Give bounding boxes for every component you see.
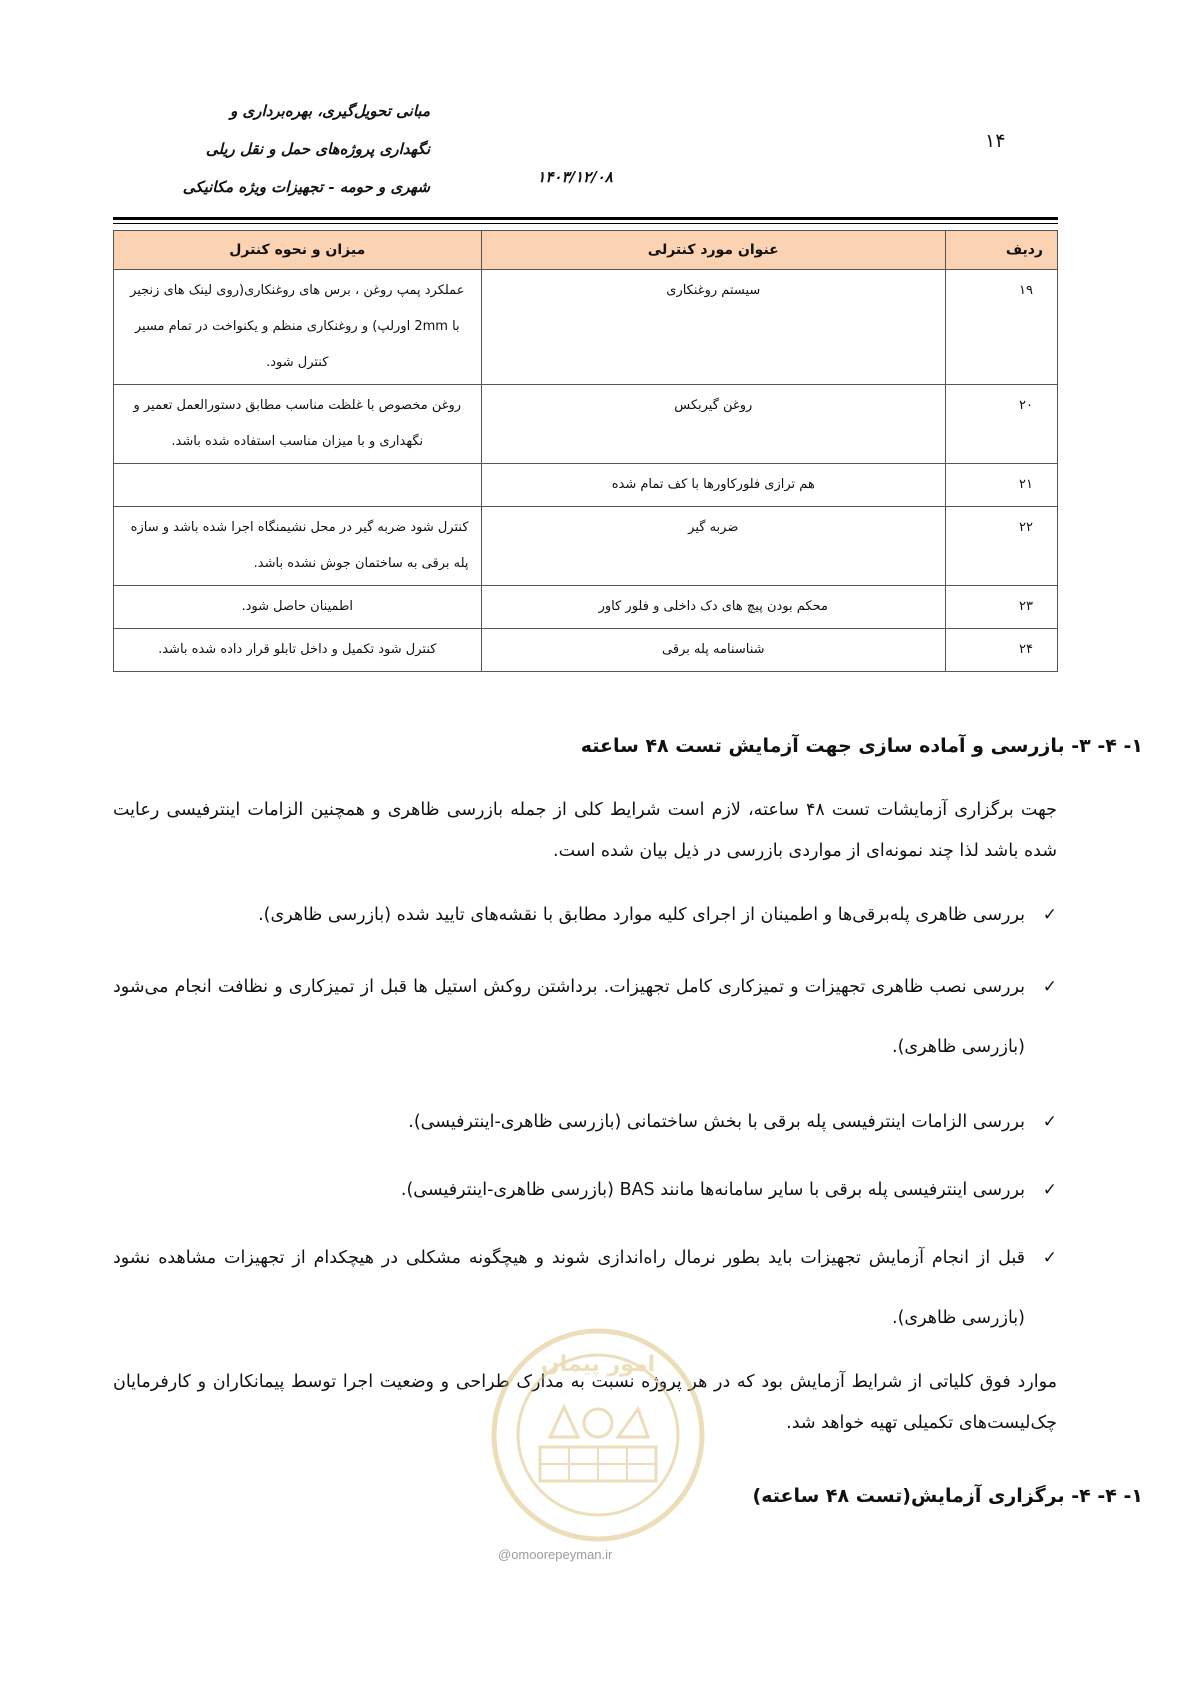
document-title-line-3: شهری و حومه - تجهیزات ویژه مکانیکی <box>182 178 430 196</box>
row-number: ۲۴ <box>946 629 1058 672</box>
checkmark-icon: ✓ <box>1042 905 1057 925</box>
table-row <box>114 464 1058 507</box>
list-item <box>113 957 1057 1077</box>
row-control: روغن مخصوص با غلظت مناسب مطابق دستورالعمل تعمیر و نگهداری و با میزان مناسب استفاده شده باشد. <box>114 385 482 464</box>
control-table <box>113 230 1058 672</box>
page-number: ۱۴ <box>985 130 1006 152</box>
table-row <box>114 270 1058 385</box>
table-row <box>114 586 1058 629</box>
watermark-seal-text: امور پیمان <box>540 1352 656 1377</box>
column-header-row-number: ردیف <box>946 231 1058 270</box>
checkmark-icon: ✓ <box>1042 1180 1057 1200</box>
row-title: سیستم روغنکاری <box>481 270 945 385</box>
list-item <box>113 1092 1057 1152</box>
list-item <box>113 885 1057 945</box>
section-closing-paragraph: موارد فوق کلیاتی از شرایط آزمایش بود که در هر پروژه نسبت به مدارک طراحی و وضعیت اجرا توسط پیمانکاران و کارفرمایان چک‌لیست‌های تکمیلی تهیه خواهد شد. <box>113 1372 1057 1433</box>
header-divider <box>113 217 1058 220</box>
row-control <box>114 464 482 507</box>
row-number: ۲۳ <box>946 586 1058 629</box>
list-item-text: بررسی نصب ظاهری تجهیزات و تمیزکاری کامل تجهیزات. برداشتن روکش استیل ها قبل از تمیزکاری و نظافت انجام می‌شود (بازرسی ظاهری). <box>113 977 1025 1057</box>
list-item-text: بررسی الزامات اینترفیسی پله برقی با بخش ساختمانی (بازرسی ظاهری-اینترفیسی). <box>408 1112 1025 1132</box>
section-intro-paragraph: جهت برگزاری آزمایشات تست ۴۸ ساعته، لازم است شرایط کلی از جمله بازرسی ظاهری و همچنین الزامات اینترفیسی رعایت شده باشد لذا چند نمونه‌ای از مواردی بازرسی در ذیل بیان شده است. <box>113 800 1057 861</box>
column-header-title: عنوان مورد کنترلی <box>481 231 945 270</box>
row-control: کنترل شود تکمیل و داخل تابلو قرار داده شده باشد. <box>114 629 482 672</box>
row-title: محکم بودن پیچ های دک داخلی و فلور کاور <box>481 586 945 629</box>
row-number: ۱۹ <box>946 270 1058 385</box>
document-title-line-1: مبانی تحویل‌گیری، بهره‌برداری و <box>230 102 430 120</box>
checkmark-icon: ✓ <box>1042 977 1057 997</box>
document-title-line-2: نگهداری پروژه‌های حمل و نقل ریلی <box>205 140 430 158</box>
row-control: اطمینان حاصل شود. <box>114 586 482 629</box>
table-header-row <box>114 231 1058 270</box>
checkmark-icon: ✓ <box>1042 1248 1057 1268</box>
list-item <box>113 1160 1057 1220</box>
list-item-text: بررسی ظاهری پله‌برقی‌ها و اطمینان از اجرای کلیه موارد مطابق با نقشه‌های تایید شده (بازرسی ظاهری). <box>258 905 1025 925</box>
row-title: شناسنامه پله برقی <box>481 629 945 672</box>
list-item-text: بررسی اینترفیسی پله برقی با سایر سامانه‌ها مانند BAS (بازرسی ظاهری-اینترفیسی). <box>400 1180 1025 1200</box>
section-heading-test: ۱- ۴- ۴- برگزاری آزمایش(تست ۴۸ ساعته) <box>752 1485 1143 1507</box>
row-control: کنترل شود ضربه گیر در محل نشیمنگاه اجرا شده باشد و سازه پله برقی به ساختمان جوش نشده باشد. <box>114 507 482 586</box>
row-number: ۲۲ <box>946 507 1058 586</box>
row-control: عملکرد پمپ روغن ، برس های روغنکاری(روی لینک های زنجیر با 2mm اورلپ) و روغنکاری منظم و یکنواخت در تمام مسیر کنترل شود. <box>114 270 482 385</box>
watermark-url: @omoorepeyman.ir <box>498 1547 613 1562</box>
document-title-block <box>130 92 430 206</box>
header-divider-thin <box>113 223 1058 224</box>
checkmark-icon: ✓ <box>1042 1112 1057 1132</box>
watermark-seal-icon <box>488 1325 708 1545</box>
column-header-control: میزان و نحوه کنترل <box>114 231 482 270</box>
row-title: ضربه گیر <box>481 507 945 586</box>
list-item-text: قبل از انجام آزمایش تجهیزات باید بطور نرمال راه‌اندازی شوند و هیچگونه مشکلی در هیچکدام از تجهیزات مشاهده نشود (بازرسی ظاهری). <box>113 1248 1025 1328</box>
table-row <box>114 507 1058 586</box>
table-row <box>114 629 1058 672</box>
section-heading-inspection: ۱- ۴- ۳- بازرسی و آماده سازی جهت آزمایش تست ۴۸ ساعته <box>580 735 1143 757</box>
row-title: روغن گیربکس <box>481 385 945 464</box>
row-number: ۲۱ <box>946 464 1058 507</box>
table-row <box>114 385 1058 464</box>
row-title: هم ترازی فلورکاورها با کف تمام شده <box>481 464 945 507</box>
document-date: ۱۴۰۳/۱۲/۰۸ <box>537 168 613 186</box>
row-number: ۲۰ <box>946 385 1058 464</box>
